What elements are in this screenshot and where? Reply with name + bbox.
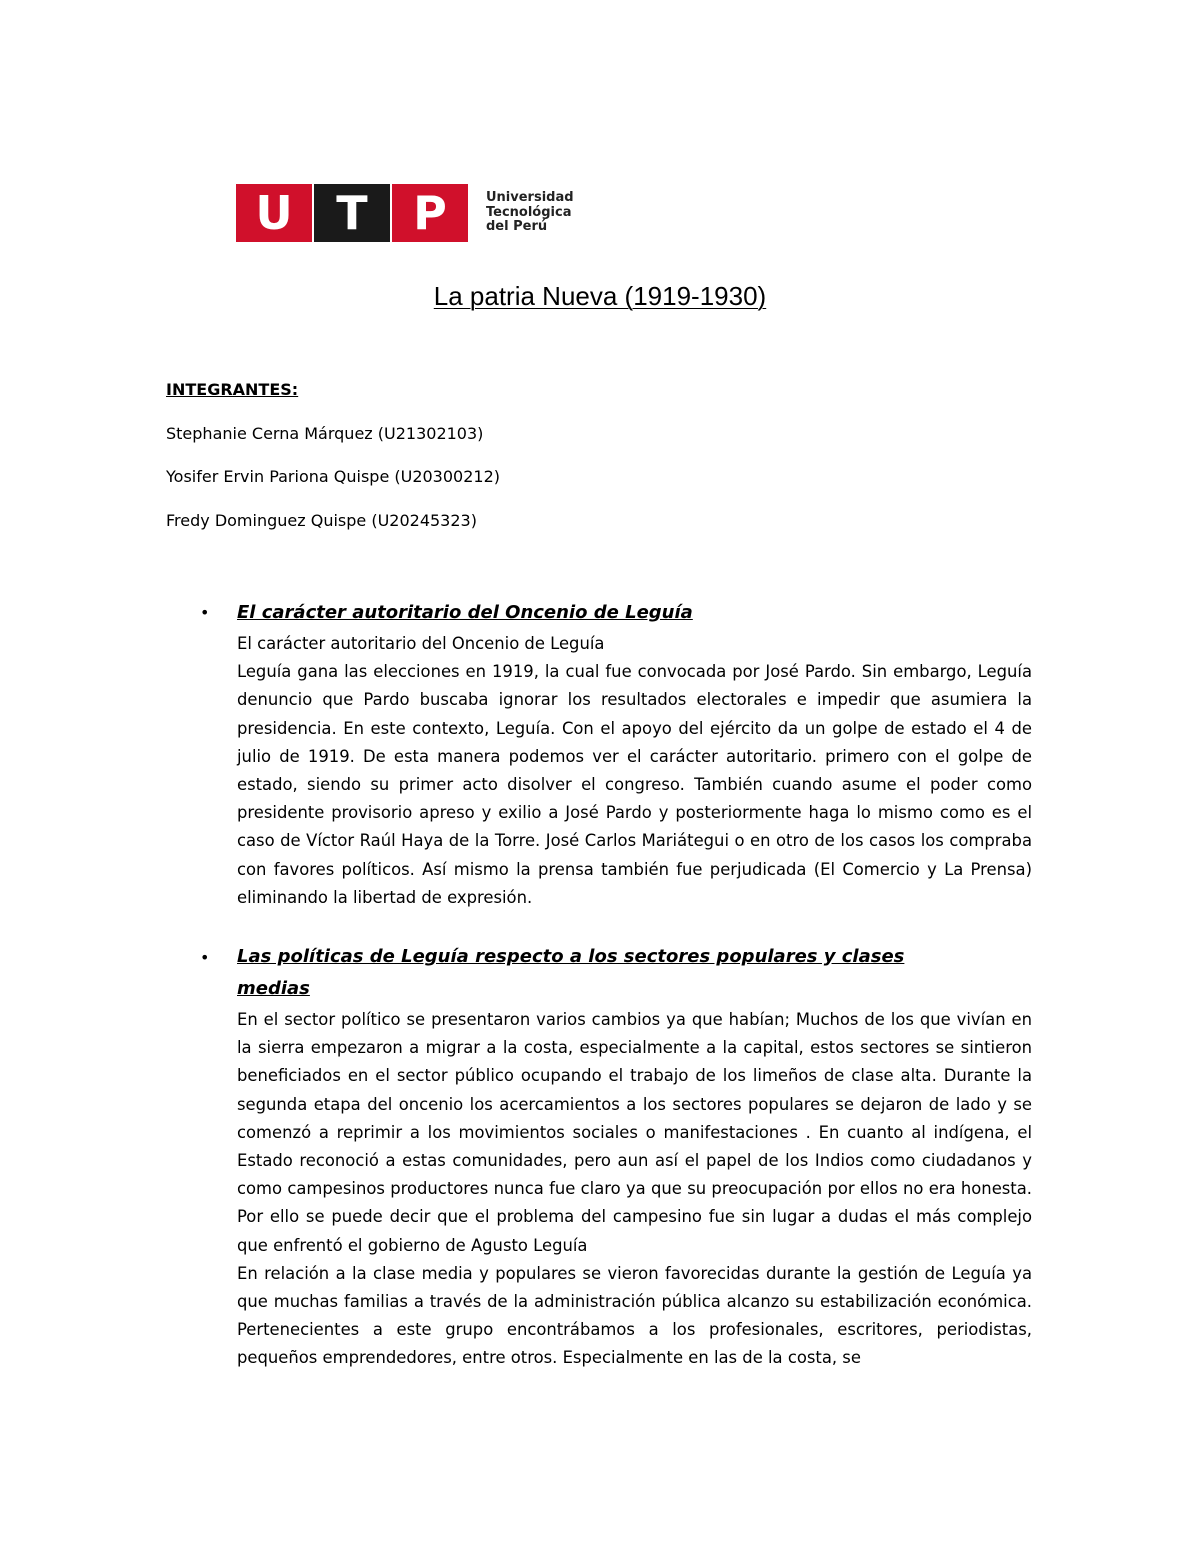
logo-text-line: Tecnológica	[486, 204, 572, 220]
utp-logo	[236, 184, 596, 242]
logo-text-line: Universidad	[486, 190, 574, 205]
section-body	[237, 630, 1032, 912]
member-name: Yosifer Ervin Pariona Quispe (U20300212)	[166, 467, 500, 486]
paragraph: Leguía gana las elecciones en 1919, la cual fue convocada por José Pardo. Sin embargo, Leguía denuncio que Pardo buscaba ignorar los resultados electorales e impedir que asumiera la presidencia. En este contexto, Leguía. Con el apoyo del ejército da un golpe de estado el 4 de julio de 1919. De esta manera podemos ver el carácter autoritario. primero con el golpe de estado, siendo su primer acto disolver el congreso. También cuando asume el poder como presidente provisorio apreso y exilio a José Pardo y posteriormente haga lo mismo como es el caso de Víctor Raúl Haya de la Torre. José Carlos Mariátegui o en otro de los casos los compraba con favores políticos. Así mismo la prensa también fue perjudicada (El Comercio y La Prensa) eliminando la libertad de expresión.	[237, 662, 1032, 907]
bullet-icon: •	[200, 603, 210, 622]
section-body	[237, 1006, 1032, 1373]
paragraph: En relación a la clase media y populares se vieron favorecidas durante la gestión de Leguía ya que muchas familias a través de la administración pública alcanzo su estabilización económica. Pertenecientes a este grupo encontrábamos a los profesionales, escritores, periodistas, pequeños emprendedores, entre otros. Especialmente en las de la costa, se	[237, 1263, 1032, 1368]
paragraph: En el sector político se presentaron varios cambios ya que habían; Muchos de los que vivían en la sierra empezaron a migrar a la costa, especialmente a la capital, estos sectores se sintieron beneficiados en el sector público ocupando el trabajo de los limeños de clase alta. Durante la segunda etapa del oncenio los acercamientos a los sectores populares se dejaron de lado y se comenzó a reprimir a los movimientos sociales o manifestaciones . En cuanto al indígena, el Estado reconoció a estas comunidades, pero aun así el papel de los Indios como ciudadanos y como campesinos productores nunca fue claro ya que su preocupación por ellos no era honesta. Por ello se puede decir que el problema del campesino fue sin lugar a dudas el más complejo que enfrentó el gobierno de Agusto Leguía	[237, 1010, 1032, 1255]
member-name: Stephanie Cerna Márquez (U21302103)	[166, 424, 484, 443]
logo-letter-p: P	[392, 184, 468, 242]
document-title: La patria Nueva (1919-1930)	[433, 281, 767, 311]
logo-university-name	[486, 191, 574, 235]
bullet-icon: •	[200, 948, 210, 967]
logo-letter-u: U	[236, 184, 312, 242]
members-heading: INTEGRANTES:	[166, 380, 299, 399]
section-title: Las políticas de Leguía respecto a los sectores populares y clases medias	[237, 946, 905, 999]
document-title-block	[0, 279, 1200, 313]
paragraph: El carácter autoritario del Oncenio de Leguía	[237, 634, 605, 653]
member-name: Fredy Dominguez Quispe (U20245323)	[166, 511, 477, 530]
logo-text-line: del Perú	[486, 219, 548, 234]
section-title: El carácter autoritario del Oncenio de Leguía	[237, 602, 693, 623]
logo-letter-t: T	[314, 184, 390, 242]
